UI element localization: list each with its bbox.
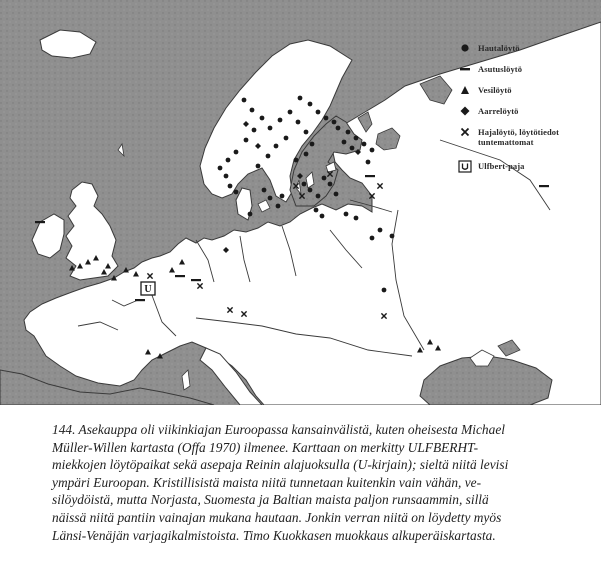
grave-find-marker: [366, 160, 371, 165]
grave-find-marker: [332, 120, 337, 125]
grave-find-marker: [354, 136, 359, 141]
grave-find-marker: [314, 208, 319, 213]
grave-find-marker: [274, 144, 279, 149]
grave-find-marker: [234, 190, 239, 195]
settlement-find-marker: [175, 275, 185, 277]
workshop-letter: U: [144, 284, 152, 295]
grave-find-marker: [344, 212, 349, 217]
grave-find-marker: [370, 236, 375, 241]
grave-find-marker: [234, 150, 239, 155]
grave-find-marker: [362, 142, 367, 147]
grave-find-marker: [308, 188, 313, 193]
caption-line: Müller-Willen kartasta (Offa 1970) ilmenee. Karttaan on merkitty ULFBERHT-: [52, 439, 479, 455]
legend-label: Asutuslöytö: [478, 64, 523, 74]
grave-find-marker: [328, 182, 333, 187]
grave-find-marker: [228, 184, 233, 189]
grave-find-marker: [390, 234, 395, 239]
triangle-icon: [458, 84, 472, 96]
legend-label: Aarrelöytö: [478, 106, 519, 116]
settlement-find-marker: [365, 175, 375, 177]
grave-find-marker: [316, 110, 321, 115]
grave-find-marker: [288, 110, 293, 115]
legend-item-grave: [458, 40, 601, 61]
grave-find-marker: [296, 120, 301, 125]
grave-find-marker: [354, 216, 359, 221]
grave-find-marker: [350, 146, 355, 151]
caption-line: näissä niitä pantiin vainajan mukana hautaan. Jonkin verran niitä on löydetty myös: [52, 509, 502, 525]
legend-item-workshop: [458, 158, 601, 179]
grave-find-marker: [280, 194, 285, 199]
grave-find-marker: [268, 196, 273, 201]
grave-find-marker: [378, 228, 383, 233]
caption-line: 144. Asekauppa oli viikinkiajan Euroopassa kansainvälistä, kuten oheisesta Michael: [52, 422, 505, 437]
grave-find-marker: [266, 154, 271, 159]
caption-line: miekkojen löytöpaikat sekä asepaja Reinin alajuoksulla (U-kirjain); sieltä niitä levisi: [52, 457, 509, 473]
grave-find-marker: [342, 140, 347, 145]
grave-find-marker: [218, 166, 223, 171]
grave-find-marker: [336, 126, 341, 131]
grave-find-marker: [370, 148, 375, 153]
grave-find-marker: [298, 96, 303, 101]
grave-find-marker: [226, 158, 231, 163]
grave-find-marker: [322, 176, 327, 181]
grave-find-marker: [284, 136, 289, 141]
grave-find-marker: [244, 138, 249, 143]
grave-find-marker: [278, 118, 283, 123]
grave-find-marker: [294, 158, 299, 163]
dot-icon: [458, 42, 472, 54]
grave-find-marker: [316, 194, 321, 199]
grave-find-marker: [304, 152, 309, 157]
grave-find-marker: [262, 188, 267, 193]
legend-label: Hajalöytö, löytötiedot tuntemattomat: [478, 127, 560, 147]
cross-icon: [458, 126, 472, 138]
legend-label: Ulfbert-paja: [478, 161, 525, 171]
grave-find-marker: [334, 192, 339, 197]
grave-find-marker: [346, 130, 351, 135]
grave-find-marker: [256, 164, 261, 169]
grave-find-marker: [250, 108, 255, 113]
ulfbert-workshop-marker: [141, 282, 155, 295]
settlement-find-marker: [135, 299, 145, 301]
legend-label: Vesilöytö: [478, 85, 512, 95]
caption-line: ympäri Euroopan. Kristillisistä maista niitä tunnetaan kuitenkin vain vähän, ve-: [52, 474, 482, 490]
settlement-find-marker: [191, 279, 201, 281]
diamond-icon: [458, 105, 472, 117]
map-caption: [52, 421, 595, 544]
legend-item-water: [458, 82, 601, 103]
legend-label: Hautalöytö: [478, 43, 520, 53]
settlement-find-marker: [35, 221, 45, 223]
caption-line: Länsi-Venäjän varjagikalmistoista. Timo Kuokkasen muokkaus alkuperäiskartasta.: [52, 527, 496, 543]
grave-find-marker: [310, 142, 315, 147]
dash-icon: [458, 63, 472, 75]
legend-item-hoard: [458, 103, 601, 124]
grave-find-marker: [276, 204, 281, 209]
grave-find-marker: [252, 128, 257, 133]
grave-find-marker: [324, 116, 329, 121]
map-legend: [458, 40, 601, 179]
settlement-find-marker: [539, 185, 549, 187]
grave-find-marker: [320, 214, 325, 219]
grave-find-marker: [248, 212, 253, 217]
grave-find-marker: [268, 126, 273, 131]
grave-find-marker: [260, 116, 265, 121]
grave-find-marker: [302, 182, 307, 187]
grave-find-marker: [304, 130, 309, 135]
legend-item-stray: [458, 124, 601, 158]
grave-find-marker: [382, 288, 387, 293]
legend-item-settlement: [458, 61, 601, 82]
grave-find-marker: [242, 98, 247, 103]
grave-find-marker: [308, 102, 313, 107]
u-box-icon: [458, 160, 472, 172]
caption-line: silöydöistä, mutta Norjasta, Suomesta ja Baltian maista paljon runsaammin, sillä: [52, 492, 489, 508]
grave-find-marker: [224, 174, 229, 179]
